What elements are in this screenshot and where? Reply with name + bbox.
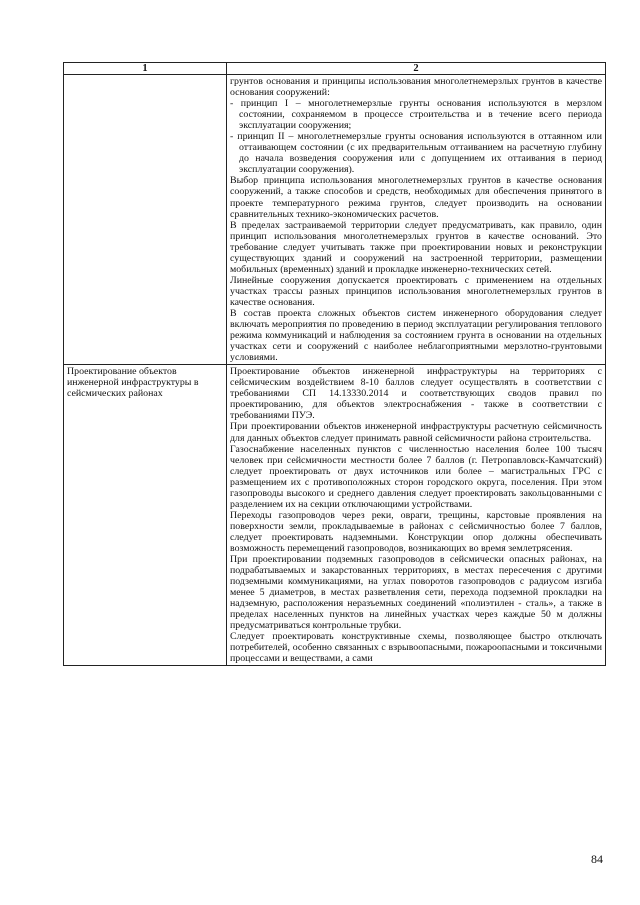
paragraph: Проектирование объектов инженерной инфраструктуры на территориях с сейсмическим воздействием 8-10 баллов следует осуществлять в соответствии с требованиями СП 14.13330.2014 и соответствующих сводов правил по проектированию, для объектов электроснабжения - также в соответствии с требованиями ПУЭ. xyxy=(230,366,602,422)
paragraph: При проектировании объектов инженерной инфраструктуры расчетную сейсмичность для данных объектов следует принимать равной сейсмичности района строительства. xyxy=(230,421,602,444)
table-row xyxy=(64,365,606,666)
table-row xyxy=(64,75,606,365)
paragraph: В состав проекта сложных объектов систем инженерного оборудования следует включать мероприятия по проведению в период эксплуатации регулирования теплового режима коммуникаций и наблюдения за состоянием грунта в основании на отдельных участках сети и сооружений с наиболее неблагоприятными мерзлотно-грунтовыми условиями. xyxy=(230,307,602,364)
list-item: - принцип II – многолетнемерзлые грунты основания используются в оттаянном или оттаивающем состоянии (с их предварительным оттаиванием на расчетную глубину до начала возведения сооружения или с допущением их оттаивания в период эксплуатации сооружения). xyxy=(230,131,602,176)
row-topic-cell: Проектирование объектов инженерной инфраструктуры в сейсмических районах xyxy=(64,365,227,666)
list-item: - принцип I – многолетнемерзлые грунты основания используются в мерзлом состоянии, сохраняемом в процессе строительства и в течение всего периода эксплуатации сооружения; xyxy=(230,98,602,132)
paragraph: Выбор принципа использования многолетнемерзлых грунтов в качестве основания сооружений, а также способов и средств, необходимых для обеспечения принятого в проекте температурного режима грунтов, следует производить на основании сравнительных технико-экономических расчетов. xyxy=(230,175,602,220)
page-number: 84 xyxy=(591,852,603,866)
table-header-row xyxy=(64,63,606,75)
paragraph: Следует проектировать конструктивные схемы, позволяющее быстро отключать потребителей, особенно связанных с взрывоопасными, пожароопасными и токсичными процессами и веществами, а сами xyxy=(230,631,602,665)
paragraph: Переходы газопроводов через реки, овраги, трещины, карстовые проявления на поверхности земли, прокладываемые в районах с сейсмичностью более 7 баллов, следует проектировать надземными. Конструкции опор должны обеспечивать возможность перемещений газопроводов, возникающих во время землетрясения. xyxy=(230,509,602,554)
requirements-table xyxy=(63,62,606,666)
paragraph: Газоснабжение населенных пунктов с численностью населения более 100 тысяч человек при сейсмичности местности более 7 баллов (г. Петропавловск-Камчатский) следует проектировать от двух источников или более – магистральных ГРС с размещением их с противоположных сторон городского округа, поселения. При этом газопроводы высокого и среднего давления следует проектировать закольцованными с разделением их на секции отключающими устройствами. xyxy=(230,443,602,510)
row-content-cell xyxy=(227,75,606,365)
paragraph: В пределах застраиваемой территории следует предусматривать, как правило, один принцип использования многолетнемерзлых грунтов в качестве оснований. Это требование следует учитывать также при проектировании новых и реконструкции существующих зданий и сооружений на застроенной территории, размещении мобильных (временных) зданий и прокладке инженерно-технических сетей. xyxy=(230,219,602,275)
paragraph: грунтов основания и принципы использования многолетнемерзлых грунтов в качестве основания сооружений: xyxy=(230,76,602,99)
paragraph: При проектировании подземных газопроводов в сейсмически опасных районах, на подрабатываемых и закарстованных территориях, в местах пересечения с другими подземными коммуникациями, на углах поворотов газопроводов с радиусом изгиба менее 5 диаметров, в местах разветвления сети, перехода подземной прокладки на надземную, расположения неразъемных соединений «полиэтилен - сталь», а также в пределах населенных пунктов на линейных участках через каждые 50 м должны предусматриваться контрольные трубки. xyxy=(230,554,602,632)
row-topic-cell xyxy=(64,75,227,365)
row-content-cell xyxy=(227,365,606,666)
paragraph: Линейные сооружения допускается проектировать с применением на отдельных участках трассы разных принципов использования многолетнемерзлых грунтов в качестве основания. xyxy=(230,274,602,308)
column-header-2: 2 xyxy=(227,63,606,75)
column-header-1: 1 xyxy=(64,63,227,75)
